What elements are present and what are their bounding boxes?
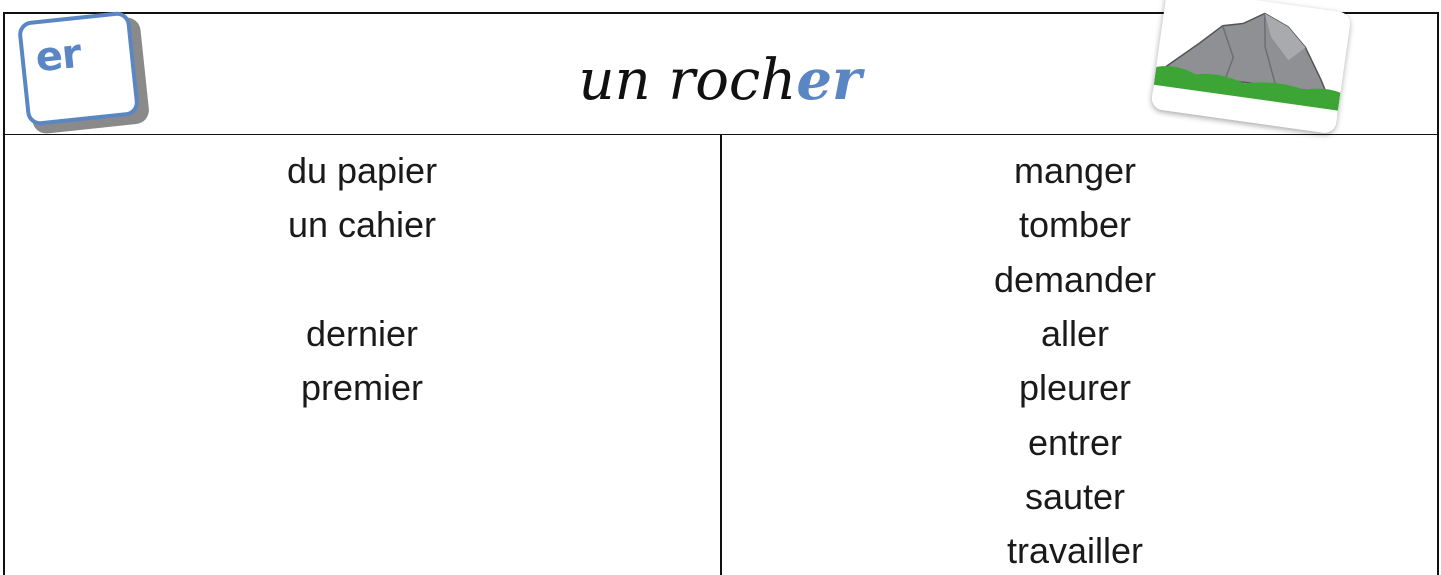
left-word-2: un cahier — [287, 204, 437, 245]
right-word-4: aller — [1040, 313, 1110, 354]
right-word-2: tomber — [1018, 204, 1132, 245]
badge-label: er — [33, 30, 83, 81]
right-word-3: demander — [993, 259, 1157, 300]
table-left-border — [3, 135, 5, 575]
right-word-5: pleurer — [1018, 367, 1132, 408]
left-word-1: du papier — [286, 150, 438, 191]
page-title — [400, 40, 1040, 120]
title-prefix: un roch — [578, 48, 797, 113]
table-right-border — [1437, 135, 1439, 575]
left-word-4: premier — [300, 367, 424, 408]
right-word-6: entrer — [1027, 422, 1123, 463]
column-divider — [720, 135, 722, 575]
left-word-3: dernier — [305, 313, 419, 354]
sound-badge — [17, 10, 140, 126]
right-word-8: travailler — [1006, 530, 1144, 571]
right-word-1: manger — [1013, 150, 1137, 191]
title-accent: er — [796, 47, 862, 113]
right-word-7: sauter — [1024, 476, 1126, 517]
